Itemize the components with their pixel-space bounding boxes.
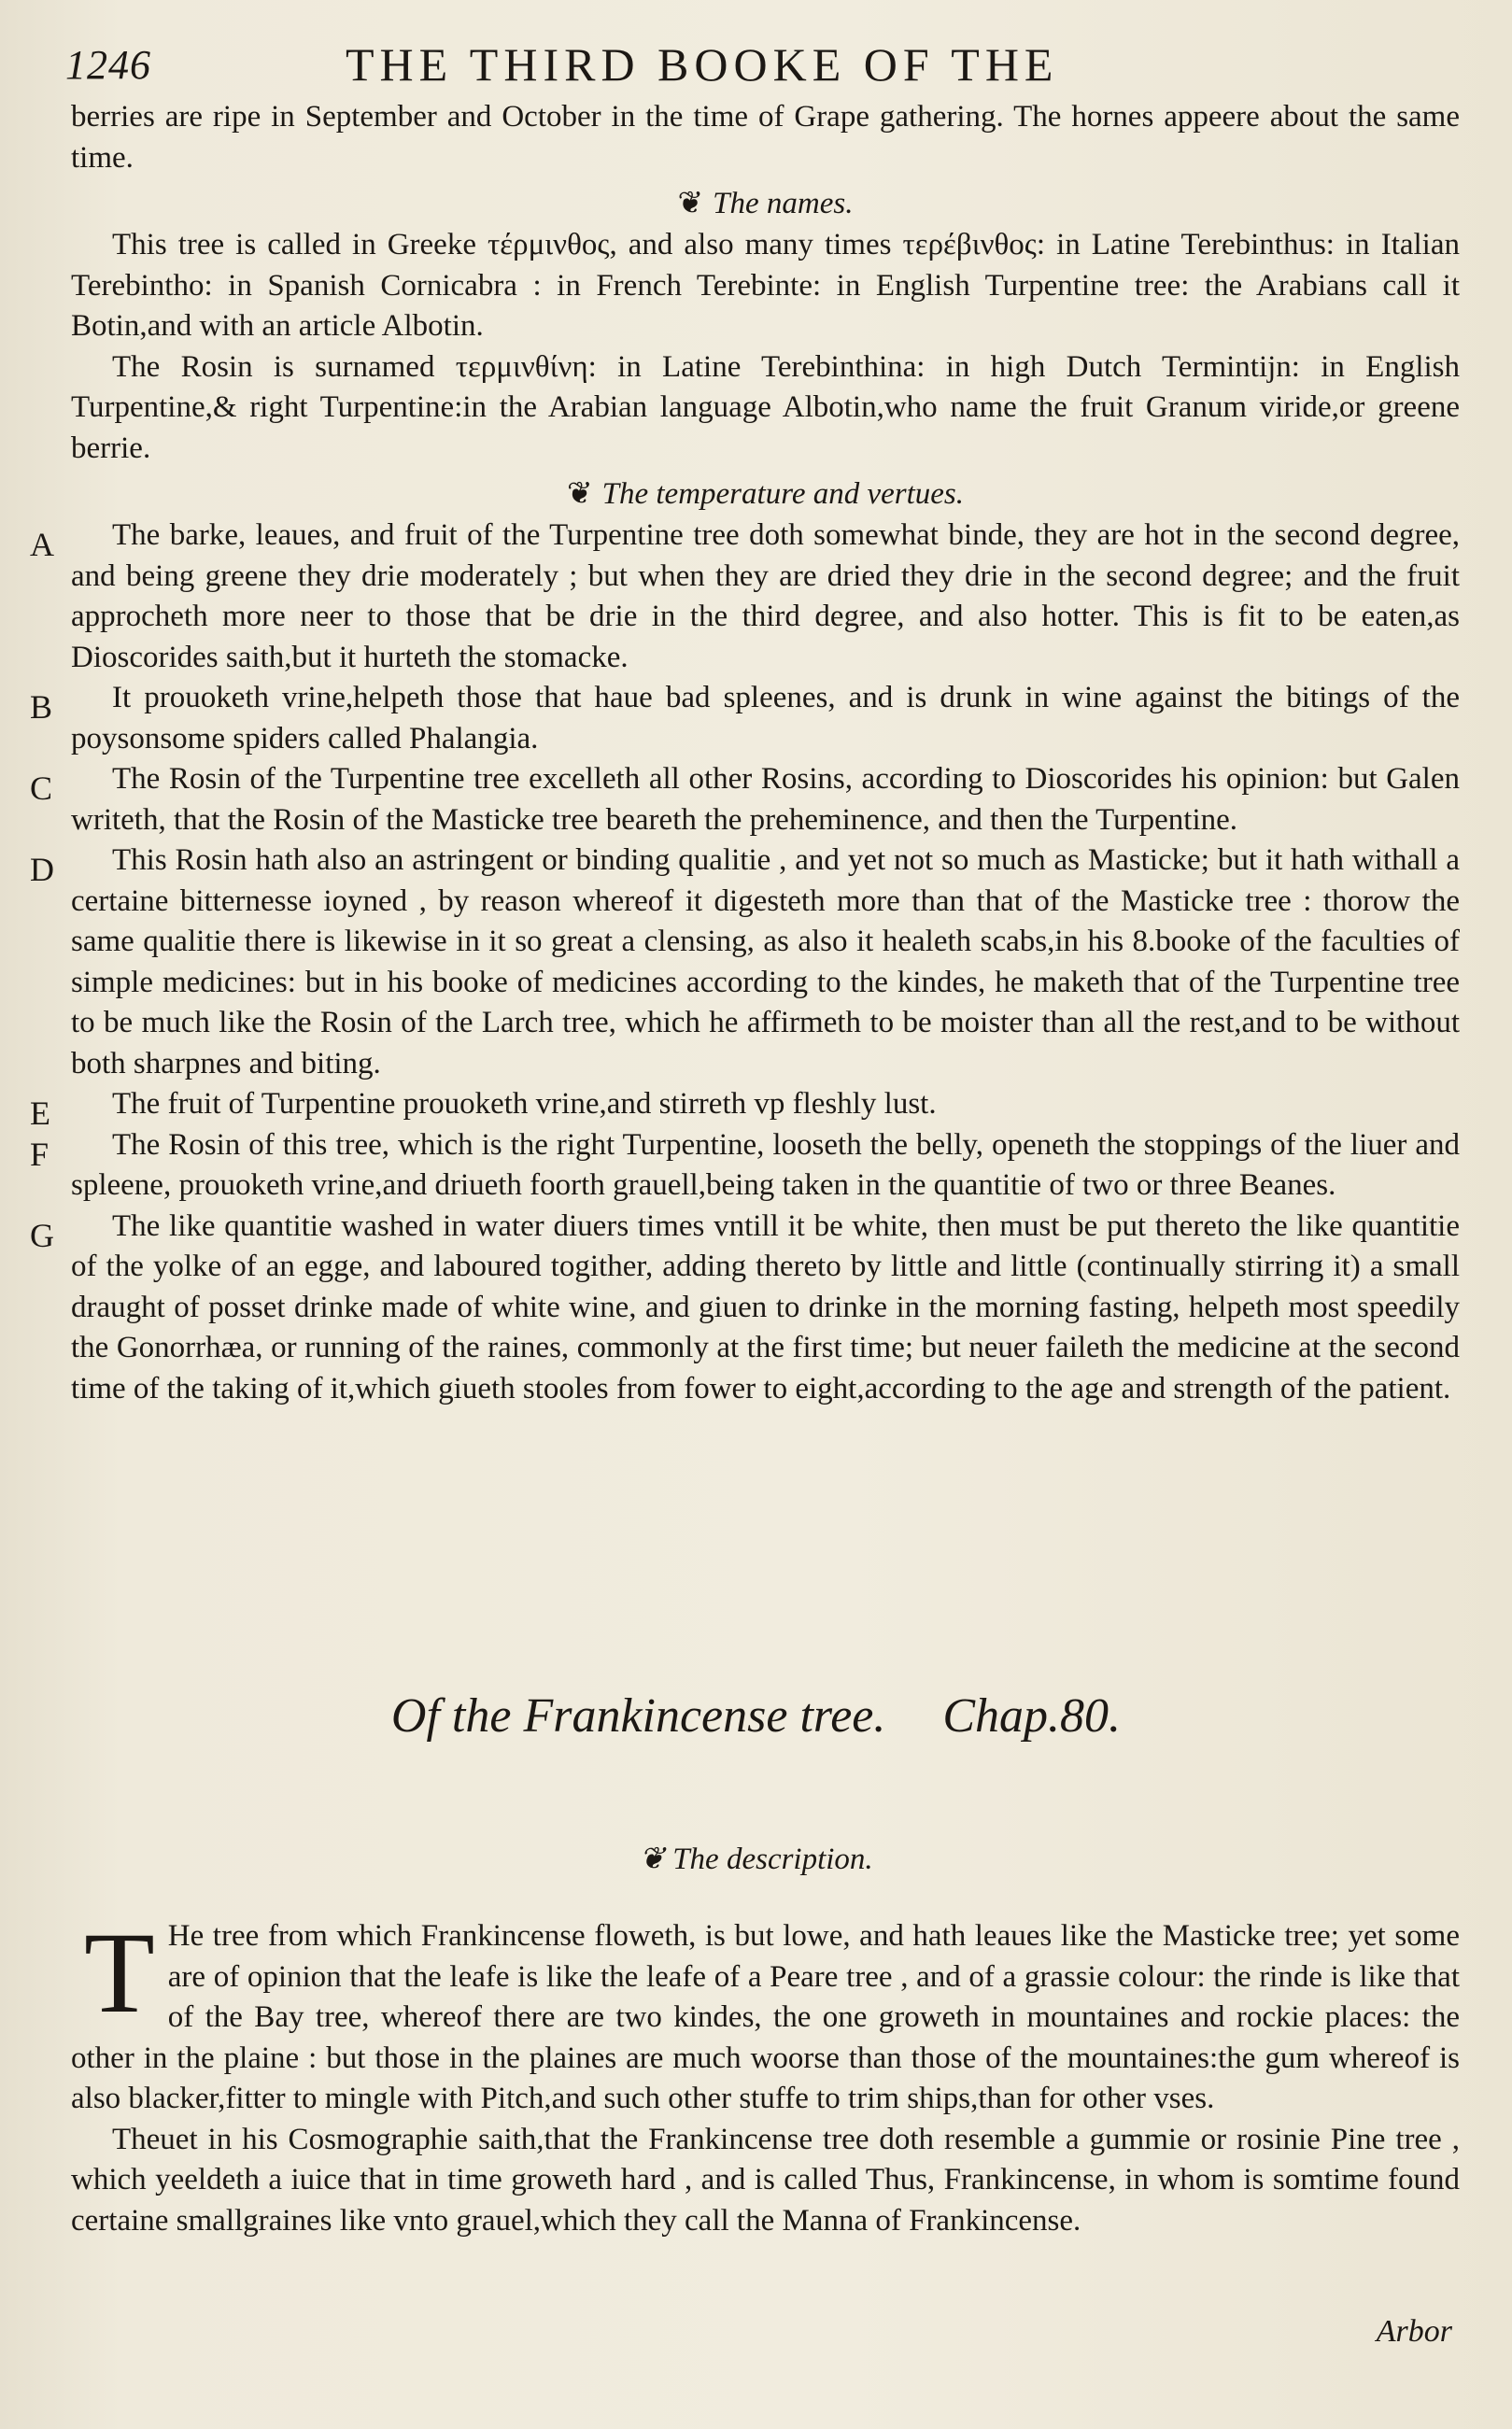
margin-letter: G — [30, 1216, 54, 1254]
description-heading: ❦ The description. — [639, 1843, 873, 1876]
ornament-icon: ❦ — [566, 477, 593, 511]
vertue-g — [30, 1207, 1460, 1410]
margin-letter: B — [30, 688, 53, 726]
margin-letter: A — [30, 526, 54, 563]
vertue-b — [30, 678, 1460, 759]
chapter-title: Of the Frankincense tree. — [390, 1689, 886, 1743]
page-header — [65, 34, 1437, 99]
vertue-text: The fruit of Turpentine prouoketh vrine,and stirreth vp fleshly lust. — [112, 1087, 937, 1121]
drop-cap: T — [84, 1909, 155, 2037]
names-heading: ❦ The names. — [677, 187, 854, 220]
vertue-a — [30, 515, 1460, 678]
names-paragraph-2: The Rosin is surnamed τερμινθίνη: in Latine Terebinthina: in high Dutch Termintijn: in English Turpentine,& right Turpentine:in the Arabian language Albotin,who name the fruit Granum viride,or greene berrie. — [71, 349, 1460, 465]
vertue-text: The like quantitie washed in water diuers times vntill it be white, then must be put thereto the like quantitie of the yolke of an egge, and laboured togither, adding thereto by little and little (continually stirring it) a small draught of posset drinke made of white wine, and giuen to drinke in the morning fasting, helpeth most speedily the Gonorrhæa, or running of the raines, commonly at the first time; but neuer faileth the medicine at the second time of the taking of it,which giueth stooles from fower to eight,according to the age and strength of the patient. — [71, 1208, 1460, 1405]
section-frankincense — [71, 1909, 1460, 2241]
temperature-heading: ❦ The temperature and vertues. — [566, 477, 965, 511]
vertue-text: This Rosin hath also an astringent or binding qualitie , and yet not so much as Masticke; but it hath withall a certaine bitternesse ioyned , by reason whereof it digesteth more than that of the Masticke tree : thorow the same qualitie there is likewise in it so great a clensing, as also it healeth scabs,in his 8.booke of the faculties of simple medicines: but in his booke of medicines according to the kindes, he maketh that of the Turpentine tree to be much like the Rosin of the Larch tree, which he affirmeth to be moister than all the rest,and to be without both sharpnes and biting. — [71, 843, 1460, 1080]
description-paragraph-2: Theuet in his Cosmographie saith,that the Frankincense tree doth resemble a gummie or rosinie Pine tree , which yeeldeth a iuice that in time groweth hard , and is called Thus, Frankincense, in whom is somtime found certaine smallgraines like vnto grauel,which they call the Manna of Frankincense. — [71, 2122, 1460, 2238]
margin-letter: F — [30, 1135, 49, 1173]
vertue-text: The barke, leaues, and fruit of the Turpentine tree doth somewhat binde, they are hot in the second degree, and being greene they drie moderately ; but when they are dried they drie in the second degree; and the fruit approcheth more neer to those that be drie in the third degree, and also hotter. This is fit to be eaten,as Dioscorides saith,but it hurteth the stomacke. — [71, 518, 1460, 674]
vertue-c — [30, 759, 1460, 840]
catchword: Arbor — [1376, 2314, 1452, 2349]
vertue-f — [30, 1125, 1460, 1207]
margin-letter: D — [30, 851, 54, 888]
description-paragraph-1: He tree from which Frankincense floweth, is but lowe, and hath leaues like the Masticke tree; yet some are of opinion that the leafe is like the leafe of a Peare tree , and of a grassie colour: the rinde is like that of the Bay tree, whereof there are two kindes, the one groweth in mountaines and rockie places: the other in the plaine : but those in the plaines are much woorse than those of the mountaines:the gum whereof is also blacker,fitter to mingle with Pitch,and such other stuffe to trim ships,than for other vses. — [71, 1919, 1460, 2115]
chapter-number: Chap.80. — [942, 1689, 1122, 1743]
vertue-d — [30, 840, 1460, 1084]
vertue-text: The Rosin of the Turpentine tree excelleth all other Rosins, according to Dioscorides his opinion: but Galen writeth, that the Rosin of the Masticke tree beareth the preheminence, and then the Turpentine. — [71, 762, 1460, 837]
vertue-text: It prouoketh vrine,helpeth those that haue bad spleenes, and is drunk in wine against the bitings of the poysonsome spiders called Phalangia. — [71, 681, 1460, 756]
chapter-heading — [0, 1688, 1512, 1744]
section-turpentine — [30, 97, 1460, 1409]
ornament-icon: ❦ — [639, 1843, 665, 1876]
vertue-e — [30, 1084, 1460, 1132]
page-number: 1246 — [65, 42, 151, 88]
intro-paragraph: berries are ripe in September and October in the time of Grape gathering. The hornes appeere about the same time. — [71, 100, 1460, 175]
margin-letter: C — [30, 770, 53, 807]
ornament-icon: ❦ — [677, 187, 704, 220]
running-title: THE THIRD BOOKE OF THE — [346, 38, 1059, 91]
margin-letter: E — [30, 1094, 50, 1132]
vertue-text: The Rosin of this tree, which is the right Turpentine, looseth the belly, openeth the stoppings of the liuer and spleene, prouoketh vrine,and driueth foorth grauell,being taken in the quantitie of two or three Beanes. — [71, 1127, 1460, 1202]
names-paragraph-1: This tree is called in Greeke τέρμινθος, and also many times τερέβινθος: in Latine Terebinthus: in Italian Terebintho: in Spanish Cornicabra : in French Terebinte: in English Turpentine tree: the Arabians call it Botin,and with an article Albotin. — [71, 228, 1460, 343]
